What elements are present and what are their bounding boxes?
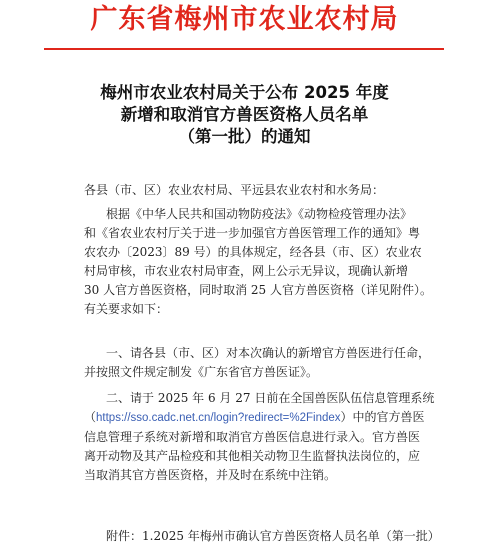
link-open-paren: （ [84,410,97,424]
title-line-2: 新增和取消官方兽医资格人员名单 [120,105,369,124]
paragraph-basis [84,205,436,319]
item-line: 一、请各县（市、区）对本次确认的新增官方兽医进行任命， [106,346,431,360]
requirement-item-1 [84,344,436,382]
item-line: 并按照文件规定制发《广东省官方兽医证》。 [84,365,319,379]
attachment-note [84,527,440,546]
salutation [84,181,436,200]
paragraph-line: 30 人官方兽医资格，同时取消 25 人官方兽医资格（详见附件）。 [84,283,432,297]
link-close-text: ）中的官方兽医 [340,410,425,424]
paragraph-line: 农农办〔2023〕89 号）的具体规定，经各县（市、区）农业农 [84,245,422,259]
item-line: 二、请于 2025 年 6 月 27 日前在全国兽医队伍信息管理系统 [106,391,435,405]
item-line [84,408,436,428]
system-login-link[interactable]: https://sso.cadc.net.cn/login?redirect=%2Findex [96,412,341,424]
document-title [0,82,489,148]
requirement-item-2 [84,389,436,485]
salutation-text: 各县（市、区）农业农村局、平远县农业农村和水务局： [84,183,385,197]
title-line-3: （第一批）的通知 [178,127,311,146]
item-line: 离开动物及其产品检疫和其他相关动物卫生监督执法岗位的，应 [84,449,421,463]
paragraph-line: 根据《中华人民共和国动物防疫法》《动物检疫管理办法》 [106,207,413,221]
item-line: 信息管理子系统对新增和取消官方兽医信息进行录入。官方兽医 [84,430,421,444]
attachment-text[interactable]: 附件：1.2025 年梅州市确认官方兽医资格人员名单（第一批） [106,529,440,543]
item-line: 当取消其官方兽医资格，并及时在系统中注销。 [84,468,337,482]
paragraph-line: 和《省农业农村厅关于进一步加强官方兽医管理工作的通知》粤 [84,226,421,240]
title-line-1: 梅州市农业农村局关于公布 2025 年度 [100,83,389,102]
letterhead-red-rule [44,48,444,50]
letterhead-org-name: 广东省梅州市农业农村局 [90,4,399,35]
paragraph-line: 有关要求如下： [84,302,169,316]
paragraph-line: 村局审核，市农业农村局审查，网上公示无异议，现确认新增 [84,264,409,278]
